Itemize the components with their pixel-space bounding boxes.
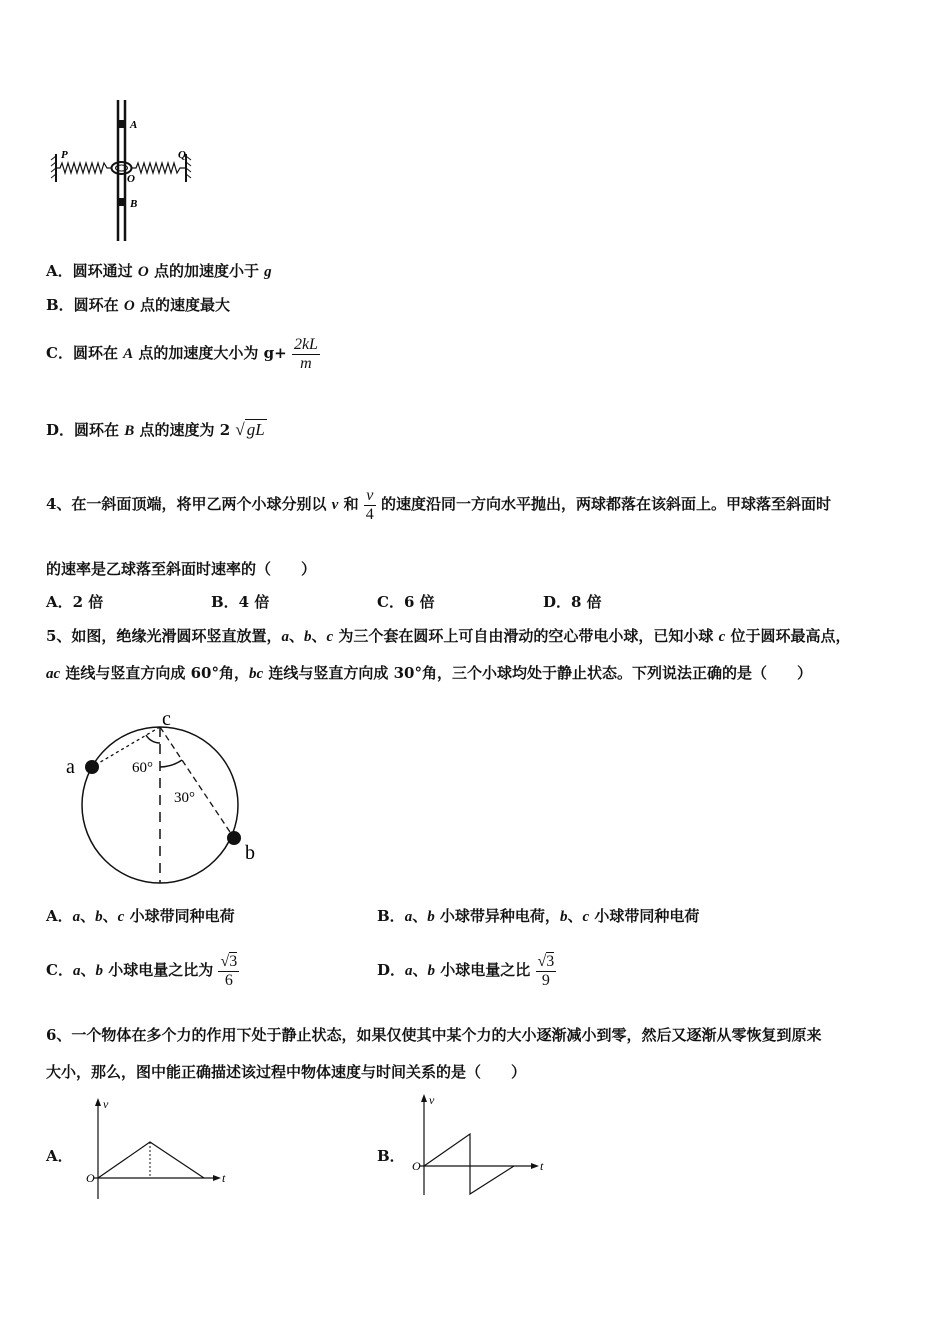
label-B: B — [130, 198, 138, 210]
q3-option-a: A．圆环通过 O 点的加速度小于 g — [46, 262, 272, 280]
label-60: 60° — [132, 760, 153, 776]
axis-t-label: t — [540, 1159, 544, 1173]
label-O: O — [127, 173, 135, 185]
label-c: c — [162, 708, 171, 730]
q5-stem-line2: ac 连线与竖直方向成 60°角，bc 连线与竖直方向成 30°角，三个小球均处于静止状态。下列说法正确的是（ ） — [46, 664, 812, 682]
q4-option-d: D．8 倍 — [543, 593, 602, 611]
circle-charges-figure — [62, 705, 272, 890]
origin-label: O — [412, 1159, 421, 1173]
q5-option-b: B．a、b 小球带异种电荷，b、c 小球带同种电荷 — [377, 907, 700, 925]
ball-a — [85, 760, 99, 774]
label-A: A — [130, 119, 138, 131]
fraction-v-4: $\frac{v}{4}$ — [365, 486, 374, 523]
ring-spring-figure — [48, 96, 198, 246]
ball-b — [227, 831, 241, 845]
label-30: 30° — [174, 790, 195, 806]
q3-option-c: C．圆环在 A 点的加速度大小为 g+ $\frac{2kL}{m}$ — [46, 335, 318, 372]
q5-stem-line1: 5、如图，绝缘光滑圆环竖直放置，a、b、c 为三个套在圆环上可自由滑动的空心带电小球，已知小球 c 位于圆环最高点， — [46, 627, 851, 645]
label-a: a — [66, 756, 75, 778]
axis-v-label: v — [103, 1097, 109, 1111]
q4-option-a: A．2 倍 — [46, 593, 104, 611]
q3-option-d: D．圆环在 B 点的速度为 2 √ gL — [46, 420, 265, 439]
label-P: P — [61, 149, 68, 161]
q4-option-b: B．4 倍 — [211, 593, 270, 611]
q6-stem-line2: 大小，那么，图中能正确描述该过程中物体速度与时间关系的是（ ） — [46, 1063, 527, 1081]
q5-option-d: D．a、b 小球电量之比 $\frac{√3}{9}$ — [377, 952, 555, 989]
axis-t-label: t — [222, 1171, 226, 1185]
q5-option-a: A．a、b、c 小球带同种电荷 — [46, 907, 235, 925]
sqrt-gl: √ gL — [235, 420, 265, 439]
axis-v-label: v — [429, 1093, 435, 1107]
q4-stem-line2: 的速率是乙球落至斜面时速率的（ ） — [46, 560, 317, 578]
q6-stem-line1: 6、一个物体在多个力的作用下处于静止状态，如果仅使其中某个力的大小逐渐减小到零，然后又逐渐从零恢复到原来 — [46, 1026, 822, 1044]
q3-option-b: B．圆环在 O 点的速度最大 — [46, 296, 230, 314]
label-Q: Q — [178, 149, 186, 161]
q6-option-a-label: A． — [46, 1147, 73, 1165]
q4-stem: 4、在一斜面顶端，将甲乙两个小球分别以 v 和 $\frac{v}{4}$ 的速度沿同一方向水平抛出，两球都落在该斜面上。甲球落至斜面时 — [46, 486, 832, 523]
label-b: b — [245, 842, 255, 864]
fraction-2kl-m: $\frac{2kL}{m}$ — [293, 335, 318, 372]
origin-label: O — [86, 1171, 95, 1185]
q5-option-c: C．a、b 小球电量之比为 $\frac{√3}{6}$ — [46, 952, 238, 989]
q4-option-c: C．6 倍 — [377, 593, 435, 611]
fraction-sqrt3-9: $\frac{√3}{9}$ — [537, 952, 555, 989]
fraction-sqrt3-6: $\frac{√3}{6}$ — [220, 952, 238, 989]
vt-graph-a — [84, 1094, 234, 1204]
q6-option-b-label: B． — [377, 1147, 405, 1165]
vt-graph-b — [410, 1090, 560, 1205]
